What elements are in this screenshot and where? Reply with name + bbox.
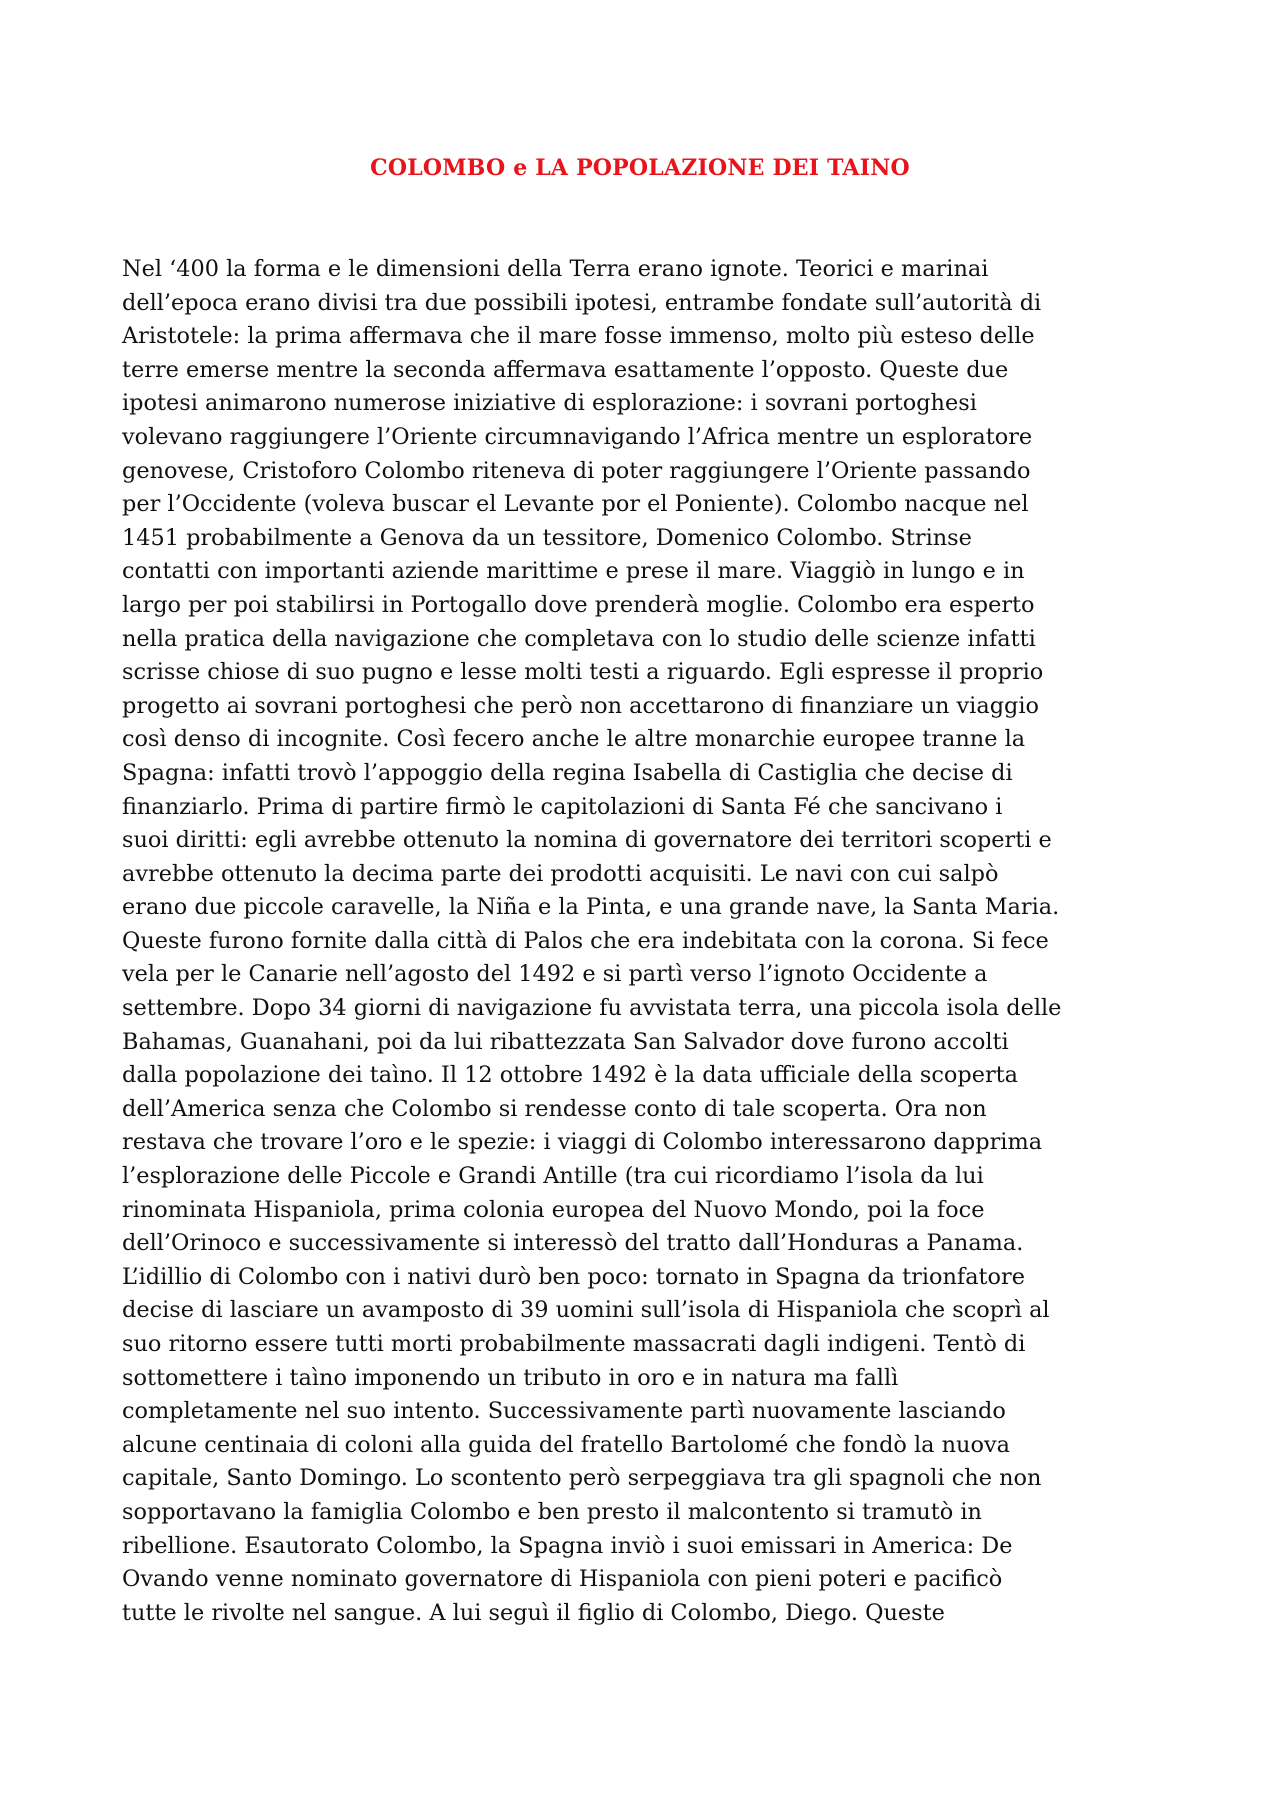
- text-line: settembre. Dopo 34 giorni di navigazione fu avvistata terra, una piccola isola delle: [122, 995, 1062, 1022]
- text-line: dell’epoca erano divisi tra due possibili ipotesi, entrambe fondate sull’autorità di: [122, 289, 1042, 316]
- text-line: finanziarlo. Prima di partire firmò le capitolazioni di Santa Fé che sancivano i: [122, 793, 1003, 820]
- text-line: ribellione. Esautorato Colombo, la Spagna inviò i suoi emissari in America: De: [122, 1532, 1013, 1559]
- text-line: restava che trovare l’oro e le spezie: i viaggi di Colombo interessarono dapprima: [122, 1129, 1043, 1156]
- text-line: nella pratica della navigazione che completava con lo studio delle scienze infatti: [122, 625, 1036, 652]
- text-line: completamente nel suo intento. Successivamente partì nuovamente lasciando: [122, 1398, 1006, 1425]
- text-line: 1451 probabilmente a Genova da un tessitore, Domenico Colombo. Strinse: [122, 524, 972, 551]
- text-line: decise di lasciare un avamposto di 39 uomini sull’isola di Hispaniola che scoprì al: [122, 1297, 1050, 1324]
- text-line: così denso di incognite. Così fecero anche le altre monarchie europee tranne la: [122, 726, 1026, 753]
- text-line: dell’Orinoco e successivamente si interessò del tratto dall’Honduras a Panama.: [122, 1230, 1024, 1257]
- text-line: Ovando venne nominato governatore di Hispaniola con pieni poteri e pacificò: [122, 1566, 1003, 1593]
- text-line: l’esplorazione delle Piccole e Grandi Antille (tra cui ricordiamo l’isola da lui: [122, 1163, 984, 1190]
- text-line: sopportavano la famiglia Colombo e ben presto il malcontento si tramutò in: [122, 1498, 982, 1525]
- text-line: sottomettere i taìno imponendo un tributo in oro e in natura ma fallì: [122, 1364, 899, 1391]
- text-line: erano due piccole caravelle, la Niña e la Pinta, e una grande nave, la Santa Maria.: [122, 894, 1060, 921]
- text-line: Aristotele: la prima affermava che il mare fosse immenso, molto più esteso delle: [122, 323, 1035, 350]
- text-line: vela per le Canarie nell’agosto del 1492 e si partì verso l’ignoto Occidente a: [122, 961, 988, 988]
- text-line: capitale, Santo Domingo. Lo scontento però serpeggiava tra gli spagnoli che non: [122, 1465, 1042, 1492]
- text-line: suoi diritti: egli avrebbe ottenuto la nomina di governatore dei territori scoperti e: [122, 827, 1052, 854]
- text-line: L’idillio di Colombo con i nativi durò ben poco: tornato in Spagna da trionfatore: [122, 1263, 1026, 1290]
- text-line: per l’Occidente (voleva buscar el Levante por el Poniente). Colombo nacque nel: [122, 491, 1029, 518]
- text-line: scrisse chiose di suo pugno e lesse molti testi a riguardo. Egli espresse il proprio: [122, 659, 1044, 686]
- text-line: dell’America senza che Colombo si rendesse conto di tale scoperta. Ora non: [122, 1095, 987, 1122]
- text-line: contatti con importanti aziende marittime e prese il mare. Viaggiò in lungo e in: [122, 558, 1025, 585]
- text-line: tutte le rivolte nel sangue. A lui seguì il figlio di Colombo, Diego. Queste: [122, 1599, 945, 1626]
- text-line: terre emerse mentre la seconda affermava esattamente l’opposto. Queste due: [122, 356, 1009, 383]
- text-line: largo per poi stabilirsi in Portogallo dove prenderà moglie. Colombo era esperto: [122, 591, 1035, 618]
- text-line: Nel ‘400 la forma e le dimensioni della Terra erano ignote. Teorici e marinai: [122, 256, 989, 282]
- text-line: genovese, Cristoforo Colombo riteneva di poter raggiungere l’Oriente passando: [122, 457, 1031, 484]
- text-line: Bahamas, Guanahani, poi da lui ribattezzata San Salvador dove furono accolti: [122, 1028, 1009, 1055]
- document-title: COLOMBO e LA POPOLAZIONE DEI TAINO: [370, 155, 910, 181]
- text-line: progetto ai sovrani portoghesi che però non accettarono di finanziare un viaggio: [122, 692, 1040, 719]
- text-line: volevano raggiungere l’Oriente circumnavigando l’Africa mentre un esploratore: [122, 423, 1033, 450]
- text-line: suo ritorno essere tutti morti probabilmente massacrati dagli indigeni. Tentò di: [122, 1331, 1026, 1357]
- text-line: Queste furono fornite dalla città di Palos che era indebitata con la corona. Si fece: [122, 927, 1049, 954]
- text-line: alcune centinaia di coloni alla guida del fratello Bartolomé che fondò la nuova: [122, 1431, 1010, 1458]
- text-line: avrebbe ottenuto la decima parte dei prodotti acquisiti. Le navi con cui salpò: [122, 860, 999, 887]
- text-line: rinominata Hispaniola, prima colonia europea del Nuovo Mondo, poi la foce: [122, 1196, 985, 1223]
- text-line: ipotesi animarono numerose iniziative di esplorazione: i sovrani portoghesi: [122, 390, 977, 417]
- document-body: [122, 253, 1182, 1630]
- text-line: Spagna: infatti trovò l’appoggio della regina Isabella di Castiglia che decise di: [122, 759, 1013, 786]
- text-line: dalla popolazione dei taìno. Il 12 ottobre 1492 è la data ufficiale della scoperta: [122, 1062, 1019, 1089]
